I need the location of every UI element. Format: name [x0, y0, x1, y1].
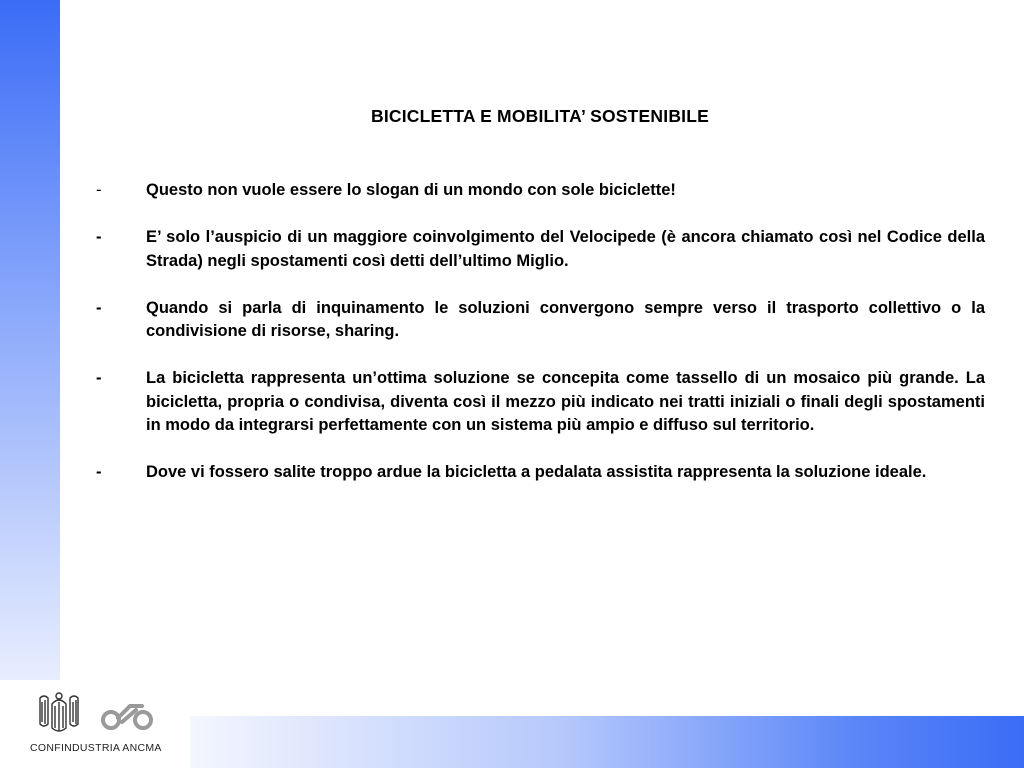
- confindustria-eagle-icon: [34, 690, 84, 736]
- footer-logos: [22, 690, 172, 760]
- ancma-motorbike-icon: [98, 700, 158, 732]
- bullet-marker: -: [96, 369, 102, 387]
- bottom-gradient-band: [190, 716, 1024, 768]
- left-gradient-band: [0, 0, 60, 680]
- bullet-marker: -: [96, 228, 102, 246]
- bullet-marker: -: [96, 298, 102, 317]
- bullet-text: Quando si parla di inquinamento le soluzioni convergono sempre verso il trasporto collettivo o la condivisione di risorse, sharing.: [146, 298, 985, 340]
- bullet-text: La bicicletta rappresenta un’ottima soluzione se concepita come tassello di un mosaico più grande. La bicicletta, propria o condivisa, diventa così il mezzo più indicato nei tratti iniziali o finali degli spostamenti in modo da integrarsi perfettamente con un sistema più ampio e diffuso sul territorio.: [146, 369, 985, 434]
- bullet-item: [94, 179, 985, 203]
- bullet-item: [94, 461, 985, 485]
- bullet-text: Questo non vuole essere lo slogan di un mondo con sole biciclette!: [146, 181, 676, 199]
- bullet-item: [94, 226, 985, 273]
- bullet-list: [94, 179, 985, 508]
- bullet-item: [94, 297, 985, 344]
- bullet-text: Dove vi fossero salite troppo ardue la bicicletta a pedalata assistita rappresenta la soluzione ideale.: [146, 463, 927, 481]
- logo-caption: CONFINDUSTRIA ANCMA: [30, 742, 162, 754]
- slide-title: BICICLETTA E MOBILITA’ SOSTENIBILE: [370, 106, 709, 126]
- bullet-marker: -: [96, 181, 102, 199]
- bullet-item: [94, 367, 985, 438]
- bullet-text: E’ solo l’auspicio di un maggiore coinvolgimento del Velocipede (è ancora chiamato così nel Codice della Strada) negli spostamenti così detti dell’ultimo Miglio.: [146, 228, 985, 270]
- bullet-marker: -: [96, 463, 102, 481]
